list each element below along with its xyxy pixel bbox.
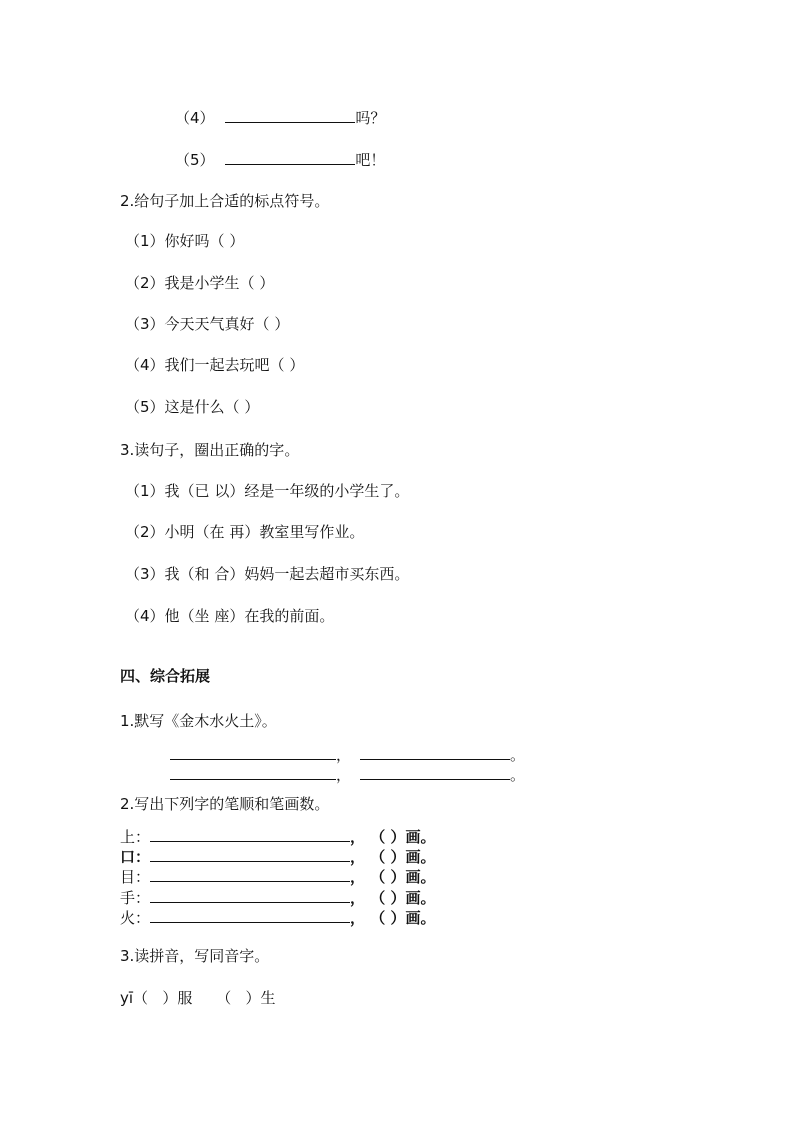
list-item <box>125 564 409 584</box>
answer-blank[interactable] <box>150 866 350 882</box>
item-number: （5） <box>175 151 215 169</box>
list-item <box>125 606 334 626</box>
section-heading: 四、综合拓展 <box>120 667 211 685</box>
item-number: （4） <box>175 109 215 127</box>
item-number: （2） <box>125 274 165 292</box>
stroke-row <box>120 887 435 908</box>
item-text: 你好吗（ ） <box>164 232 245 250</box>
homophone-line: yī（ ）服 （ ）生 <box>120 989 276 1007</box>
stroke-count-tail: ， （ ）画。 <box>350 848 436 866</box>
item-suffix: 吧！ <box>355 151 386 169</box>
item-number: （2） <box>125 523 165 541</box>
stroke-char: 目： <box>120 868 151 886</box>
stroke-count-tail: ， （ ）画。 <box>350 909 436 927</box>
answer-blank[interactable] <box>150 846 350 862</box>
period: 。 <box>510 746 526 764</box>
period: 。 <box>510 766 526 784</box>
answer-blank[interactable] <box>150 907 350 923</box>
stroke-count-tail: ， （ ）画。 <box>350 828 436 846</box>
item-text: 我是小学生（ ） <box>164 274 275 292</box>
item-text: 这是什么（ ） <box>164 398 260 416</box>
stroke-char: 上： <box>120 828 151 846</box>
item-number: （3） <box>125 565 165 583</box>
item-text: 他（坐 座）在我的前面。 <box>164 607 335 625</box>
list-item <box>125 273 274 293</box>
stroke-char: 火： <box>120 909 151 927</box>
list-item <box>125 397 259 417</box>
item-number: （1） <box>125 232 165 250</box>
question-title: 3.读句子，圈出正确的字。 <box>120 441 300 459</box>
stroke-char: 口： <box>120 848 151 866</box>
item-text: 我（和 合）妈妈一起去超市买东西。 <box>164 565 410 583</box>
answer-blank[interactable] <box>360 764 510 780</box>
comma: ， <box>336 746 352 764</box>
item-number: （3） <box>125 315 165 333</box>
item-text: 今天天气真好（ ） <box>164 315 290 333</box>
item-text: 我们一起去玩吧（ ） <box>164 356 305 374</box>
answer-blank[interactable] <box>150 826 350 842</box>
stroke-row <box>120 846 435 867</box>
recite-line-2 <box>170 764 524 785</box>
list-item <box>125 314 289 334</box>
answer-blank[interactable] <box>225 149 355 165</box>
stroke-count-tail: ， （ ）画。 <box>350 868 436 886</box>
list-item <box>125 522 364 542</box>
item-text: 我（已 以）经是一年级的小学生了。 <box>164 482 410 500</box>
question-title: 2.写出下列字的笔顺和笔画数。 <box>120 795 330 813</box>
stroke-row <box>120 907 435 928</box>
answer-blank[interactable] <box>170 764 336 780</box>
question-title: 1.默写《金木水火土》。 <box>120 712 277 730</box>
answer-blank[interactable] <box>170 744 336 760</box>
item-number: （4） <box>125 356 165 374</box>
comma: ， <box>336 766 352 784</box>
stroke-row <box>120 826 435 847</box>
recite-line-1 <box>170 744 524 765</box>
fill-in-item-4 <box>175 107 385 128</box>
answer-blank[interactable] <box>360 744 510 760</box>
answer-blank[interactable] <box>150 887 350 903</box>
stroke-char: 手： <box>120 889 151 907</box>
fill-in-item-5 <box>175 149 385 170</box>
item-number: （4） <box>125 607 165 625</box>
list-item <box>125 231 244 251</box>
stroke-row <box>120 866 435 887</box>
list-item <box>125 355 304 375</box>
list-item <box>125 481 409 501</box>
question-title: 2.给句子加上合适的标点符号。 <box>120 192 330 210</box>
item-number: （1） <box>125 482 165 500</box>
stroke-count-tail: ， （ ）画。 <box>350 889 436 907</box>
question-title: 3.读拼音，写同音字。 <box>120 947 270 965</box>
answer-blank[interactable] <box>225 107 355 123</box>
item-number: （5） <box>125 398 165 416</box>
item-text: 小明（在 再）教室里写作业。 <box>164 523 365 541</box>
item-suffix: 吗？ <box>355 109 386 127</box>
